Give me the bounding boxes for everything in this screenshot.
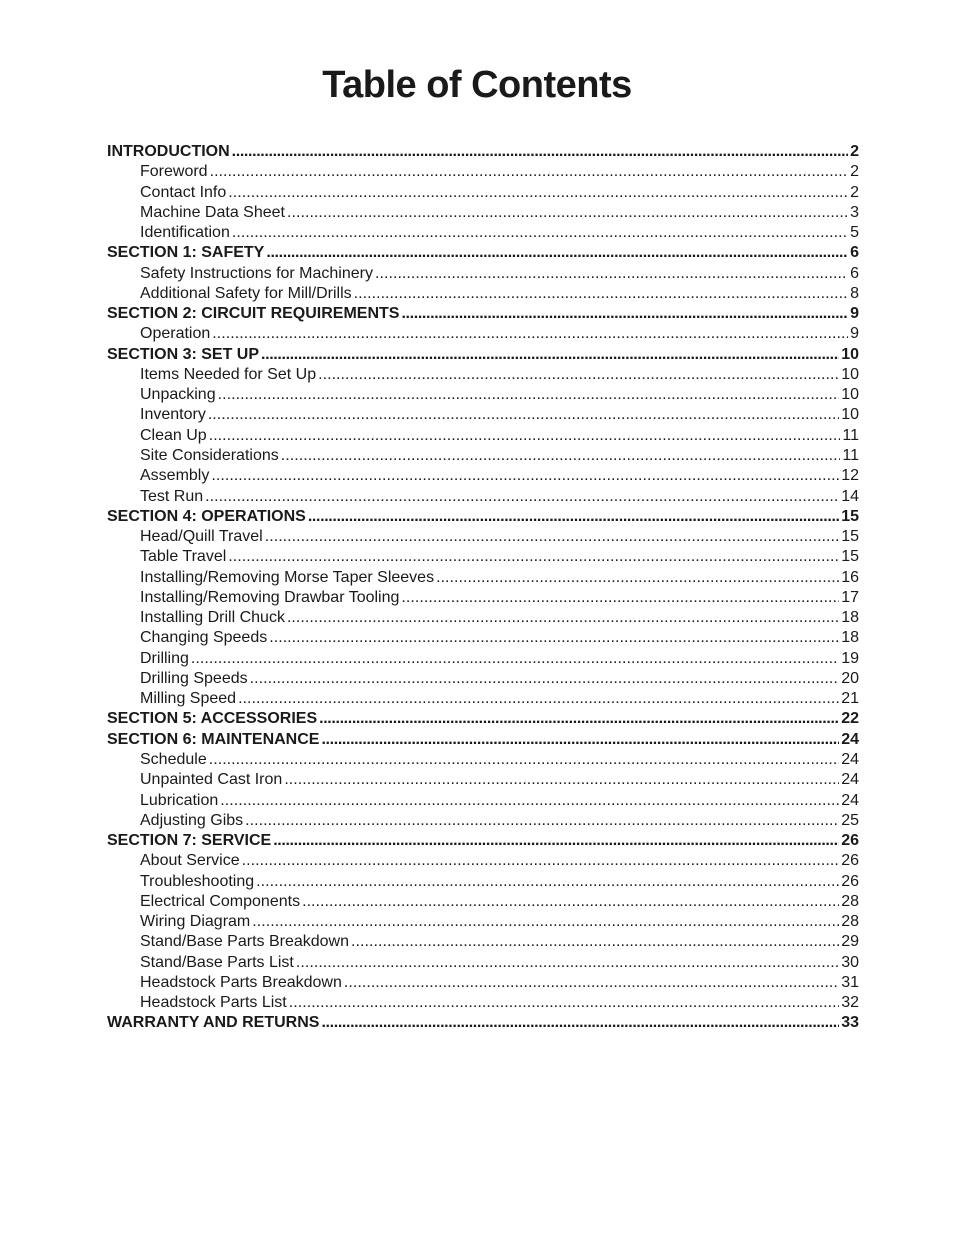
toc-dot-leader [266, 243, 848, 263]
toc-entry-page-number: 28 [841, 913, 859, 931]
toc-entry-page-number: 28 [841, 892, 859, 910]
toc-entry-page-number: 10 [841, 386, 859, 404]
toc-subsection-entry[interactable] [107, 527, 859, 547]
toc-dot-leader [289, 993, 839, 1013]
toc-entry-title: Stand/Base Parts Breakdown [140, 933, 350, 951]
toc-dot-leader [211, 466, 839, 486]
toc-entry-page-number: 21 [841, 690, 859, 708]
toc-entry-title: Unpainted Cast Iron [140, 771, 283, 789]
toc-section-entry[interactable] [107, 345, 859, 365]
toc-entry-title: Site Considerations [140, 446, 279, 464]
toc-entry-page-number: 11 [842, 446, 859, 464]
toc-entry-title: Head/Quill Travel [140, 528, 263, 546]
toc-entry-page-number: 9 [850, 325, 859, 343]
toc-dot-leader [351, 932, 839, 952]
toc-entry-title: Headstock Parts Breakdown [140, 973, 342, 991]
toc-subsection-entry[interactable] [107, 324, 859, 344]
toc-dot-leader [265, 527, 839, 547]
toc-entry-title: Inventory [140, 406, 206, 424]
toc-dot-leader [238, 689, 839, 709]
toc-dot-leader [308, 507, 839, 527]
toc-dot-leader [318, 365, 839, 385]
toc-subsection-entry[interactable] [107, 365, 859, 385]
toc-entry-title: SECTION 5: ACCESSORIES [107, 710, 318, 728]
toc-entry-title: Unpacking [140, 386, 216, 404]
toc-section-entry[interactable] [107, 1013, 859, 1033]
toc-subsection-entry[interactable] [107, 649, 859, 669]
toc-dot-leader [261, 345, 839, 365]
toc-section-entry[interactable] [107, 831, 859, 851]
toc-dot-leader [232, 223, 848, 243]
toc-entry-title: Identification [140, 224, 230, 242]
toc-dot-leader [287, 203, 848, 223]
toc-entry-title: Schedule [140, 750, 207, 768]
toc-dot-leader [242, 851, 840, 871]
toc-dot-leader [209, 750, 839, 770]
toc-entry-title: SECTION 6: MAINTENANCE [107, 730, 320, 748]
toc-entry-title: Additional Safety for Mill/Drills [140, 284, 352, 302]
toc-dot-leader [209, 426, 841, 446]
toc-subsection-entry[interactable] [107, 973, 859, 993]
toc-entry-page-number: 25 [841, 811, 859, 829]
toc-dot-leader [250, 669, 840, 689]
toc-entry-page-number: 15 [841, 528, 859, 546]
toc-subsection-entry[interactable] [107, 932, 859, 952]
toc-entry-title: Headstock Parts List [140, 994, 287, 1012]
toc-entry-page-number: 5 [850, 224, 859, 242]
toc-entry-page-number: 2 [850, 183, 859, 201]
toc-dot-leader [344, 973, 839, 993]
toc-entry-page-number: 31 [841, 973, 859, 991]
toc-subsection-entry[interactable] [107, 284, 859, 304]
toc-entry-title: Changing Speeds [140, 629, 268, 647]
toc-dot-leader [401, 304, 848, 324]
toc-dot-leader [321, 730, 839, 750]
toc-section-entry[interactable] [107, 243, 859, 263]
toc-entry-title: Contact Info [140, 183, 227, 201]
toc-dot-leader [256, 872, 839, 892]
toc-section-entry[interactable] [107, 730, 859, 750]
toc-subsection-entry[interactable] [107, 588, 859, 608]
toc-section-entry[interactable] [107, 507, 859, 527]
toc-entry-page-number: 20 [841, 669, 859, 687]
toc-entry-page-number: 8 [850, 284, 859, 302]
toc-entry-page-number: 14 [841, 487, 859, 505]
toc-subsection-entry[interactable] [107, 203, 859, 223]
toc-entry-page-number: 26 [841, 832, 859, 850]
toc-dot-leader [208, 405, 839, 425]
toc-subsection-entry[interactable] [107, 426, 859, 446]
toc-section-entry[interactable] [107, 304, 859, 324]
toc-subsection-entry[interactable] [107, 953, 859, 973]
toc-subsection-entry[interactable] [107, 466, 859, 486]
toc-entry-page-number: 15 [841, 548, 859, 566]
toc-dot-leader [220, 791, 839, 811]
toc-dot-leader [321, 1013, 839, 1033]
toc-dot-leader [210, 162, 849, 182]
toc-dot-leader [212, 324, 848, 344]
toc-subsection-entry[interactable] [107, 385, 859, 405]
toc-entry-title: WARRANTY AND RETURNS [107, 1014, 320, 1032]
toc-entry-title: Electrical Components [140, 892, 301, 910]
toc-entry-title: Installing/Removing Drawbar Tooling [140, 588, 400, 606]
toc-entry-page-number: 29 [841, 933, 859, 951]
toc-subsection-entry[interactable] [107, 791, 859, 811]
toc-subsection-entry[interactable] [107, 851, 859, 871]
toc-dot-leader [269, 628, 839, 648]
toc-subsection-entry[interactable] [107, 750, 859, 770]
toc-entry-title: Foreword [140, 163, 208, 181]
toc-entry-page-number: 30 [841, 953, 859, 971]
toc-dot-leader [375, 264, 848, 284]
toc-dot-leader [228, 183, 848, 203]
toc-entry-page-number: 16 [841, 568, 859, 586]
toc-entry-title: Drilling Speeds [140, 669, 248, 687]
toc-entry-title: About Service [140, 852, 240, 870]
toc-entry-page-number: 24 [841, 771, 859, 789]
toc-entry-page-number: 2 [850, 143, 859, 160]
toc-dot-leader [245, 811, 839, 831]
toc-dot-leader [205, 487, 839, 507]
toc-entry-title: Assembly [140, 467, 210, 485]
toc-dot-leader [232, 142, 848, 162]
toc-entry-page-number: 15 [841, 507, 859, 525]
toc-entry-title: Clean Up [140, 426, 207, 444]
toc-entry-title: INTRODUCTION [107, 143, 230, 160]
toc-dot-leader [302, 892, 839, 912]
toc-entry-title: Milling Speed [140, 690, 237, 708]
toc-entry-title: Table Travel [140, 548, 227, 566]
toc-entry-page-number: 17 [841, 588, 859, 606]
toc-entry-title: Test Run [140, 487, 204, 505]
toc-entry-page-number: 9 [850, 305, 859, 323]
toc-subsection-entry[interactable] [107, 223, 859, 243]
toc-entry-page-number: 12 [841, 467, 859, 485]
toc-subsection-entry[interactable] [107, 446, 859, 466]
toc-entry-page-number: 24 [841, 730, 859, 748]
toc-dot-leader [401, 588, 839, 608]
toc-subsection-entry[interactable] [107, 689, 859, 709]
toc-subsection-entry[interactable] [107, 608, 859, 628]
toc-dot-leader [218, 385, 840, 405]
toc-subsection-entry[interactable] [107, 770, 859, 790]
toc-entry-title: SECTION 7: SERVICE [107, 832, 272, 850]
toc-section-entry[interactable] [107, 142, 859, 162]
table-of-contents [107, 142, 859, 1034]
toc-entry-title: Wiring Diagram [140, 913, 251, 931]
toc-dot-leader [296, 953, 839, 973]
toc-dot-leader [273, 831, 839, 851]
toc-entry-page-number: 24 [841, 791, 859, 809]
toc-dot-leader [354, 284, 848, 304]
toc-subsection-entry[interactable] [107, 669, 859, 689]
toc-entry-page-number: 10 [841, 345, 859, 363]
toc-entry-page-number: 6 [850, 244, 859, 262]
page-title: Table of Contents [322, 64, 632, 106]
toc-subsection-entry[interactable] [107, 993, 859, 1013]
toc-dot-leader [228, 547, 839, 567]
toc-dot-leader [281, 446, 841, 466]
toc-subsection-entry[interactable] [107, 912, 859, 932]
toc-entry-title: Machine Data Sheet [140, 203, 285, 221]
toc-subsection-entry[interactable] [107, 628, 859, 648]
toc-dot-leader [284, 770, 839, 790]
toc-subsection-entry[interactable] [107, 872, 859, 892]
toc-subsection-entry[interactable] [107, 487, 859, 507]
toc-subsection-entry[interactable] [107, 264, 859, 284]
toc-subsection-entry[interactable] [107, 162, 859, 182]
toc-entry-title: SECTION 1: SAFETY [107, 244, 265, 262]
toc-entry-title: Adjusting Gibs [140, 811, 244, 829]
toc-entry-page-number: 11 [842, 426, 859, 444]
toc-entry-title: Safety Instructions for Machinery [140, 264, 373, 282]
toc-entry-title: SECTION 2: CIRCUIT REQUIREMENTS [107, 305, 400, 323]
toc-entry-page-number: 3 [850, 203, 859, 221]
toc-entry-page-number: 10 [841, 406, 859, 424]
toc-entry-page-number: 32 [841, 994, 859, 1012]
toc-entry-page-number: 6 [850, 264, 859, 282]
toc-entry-page-number: 19 [841, 649, 859, 667]
toc-dot-leader [252, 912, 839, 932]
toc-dot-leader [191, 649, 839, 669]
toc-entry-page-number: 18 [841, 629, 859, 647]
toc-section-entry[interactable] [107, 709, 859, 729]
toc-subsection-entry[interactable] [107, 183, 859, 203]
toc-entry-title: Lubrication [140, 791, 219, 809]
toc-entry-page-number: 24 [841, 750, 859, 768]
toc-entry-title: Drilling [140, 649, 189, 667]
toc-entry-page-number: 26 [841, 872, 859, 890]
toc-subsection-entry[interactable] [107, 568, 859, 588]
toc-subsection-entry[interactable] [107, 405, 859, 425]
toc-entry-page-number: 18 [841, 609, 859, 627]
toc-entry-title: Items Needed for Set Up [140, 365, 317, 383]
toc-subsection-entry[interactable] [107, 811, 859, 831]
toc-entry-title: Troubleshooting [140, 872, 255, 890]
toc-entry-title: Installing Drill Chuck [140, 609, 285, 627]
toc-dot-leader [319, 709, 839, 729]
toc-entry-page-number: 26 [841, 852, 859, 870]
toc-subsection-entry[interactable] [107, 892, 859, 912]
toc-entry-page-number: 2 [850, 163, 859, 181]
toc-entry-page-number: 33 [841, 1014, 859, 1032]
toc-entry-title: Operation [140, 325, 211, 343]
toc-dot-leader [436, 568, 839, 588]
toc-entry-page-number: 10 [841, 365, 859, 383]
toc-entry-title: SECTION 3: SET UP [107, 345, 260, 363]
toc-subsection-entry[interactable] [107, 547, 859, 567]
toc-entry-page-number: 22 [841, 710, 859, 728]
toc-entry-title: SECTION 4: OPERATIONS [107, 507, 306, 525]
toc-entry-title: Installing/Removing Morse Taper Sleeves [140, 568, 435, 586]
toc-dot-leader [287, 608, 839, 628]
toc-entry-title: Stand/Base Parts List [140, 953, 294, 971]
